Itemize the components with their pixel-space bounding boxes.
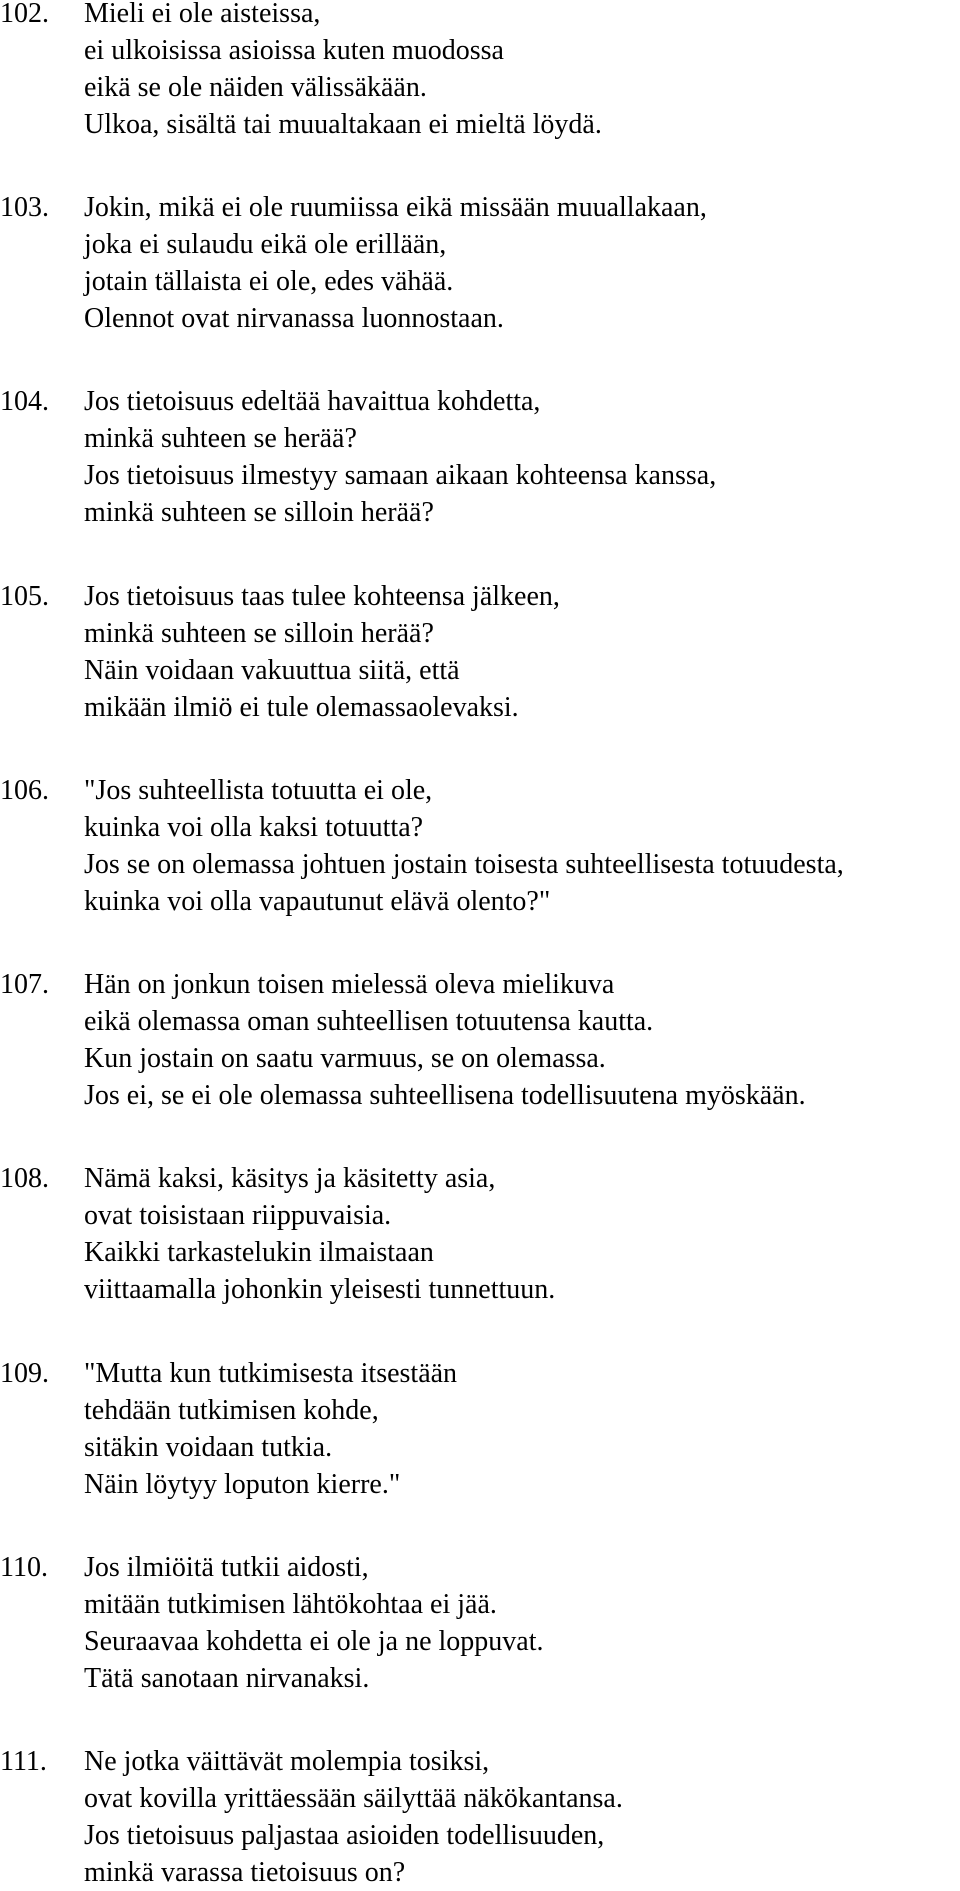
verse-line: Kun jostain on saatu varmuus, se on olemassa. [84, 1043, 606, 1074]
verse-number: 104. [0, 386, 49, 417]
verse-line: kuinka voi olla vapautunut elävä olento?" [84, 886, 551, 917]
verse-line: Jos tietoisuus taas tulee kohteensa jälkeen, [84, 581, 560, 612]
verse-lines [84, 383, 960, 531]
verse-line: mikään ilmiö ei tule olemassaolevaksi. [84, 692, 519, 723]
verse-line: joka ei sulaudu eikä ole erillään, [84, 229, 447, 260]
verse-line: Ne jotka väittävät molempia tosiksi, [84, 1746, 490, 1777]
verse-lines [84, 1743, 960, 1891]
verse-line: ovat toisistaan riippuvaisia. [84, 1200, 392, 1231]
verse-line: minkä suhteen se silloin herää? [84, 497, 434, 528]
verse-line: Näin löytyy loputon kierre." [84, 1469, 401, 1500]
verse-lines [84, 1160, 960, 1308]
verse-number: 109. [0, 1358, 49, 1389]
verse-lines [84, 772, 960, 920]
verse-lines [84, 1549, 960, 1697]
verse-lines [84, 578, 960, 726]
verse-line: eikä olemassa oman suhteellisen totuutensa kautta. [84, 1006, 654, 1037]
verse-line: Ulkoa, sisältä tai muualtakaan ei mieltä löydä. [84, 109, 602, 140]
verse-line: Jos tietoisuus edeltää havaittua kohdetta, [84, 386, 541, 417]
verse-102 [0, 0, 960, 143]
verse-number: 107. [0, 969, 49, 1000]
verse-number: 102. [0, 0, 49, 29]
verse-line: mitään tutkimisen lähtökohtaa ei jää. [84, 1589, 497, 1620]
verse-lines [84, 1355, 960, 1503]
verse-number: 103. [0, 192, 49, 223]
verse-line: Jokin, mikä ei ole ruumiissa eikä missään muuallakaan, [84, 192, 707, 223]
verse-line: ei ulkoisissa asioissa kuten muodossa [84, 35, 504, 66]
verse-number: 106. [0, 775, 49, 806]
verse-line: jotain tällaista ei ole, edes vähää. [84, 266, 454, 297]
verse-line: Jos ei, se ei ole olemassa suhteellisena todellisuutena myöskään. [84, 1080, 806, 1111]
verse-line: Olennot ovat nirvanassa luonnostaan. [84, 303, 504, 334]
verse-line: Kaikki tarkastelukin ilmaistaan [84, 1237, 434, 1268]
verse-107 [0, 966, 960, 1114]
verse-line: ovat kovilla yrittäessään säilyttää näkökantansa. [84, 1783, 623, 1814]
verse-line: Jos tietoisuus ilmestyy samaan aikaan kohteensa kanssa, [84, 460, 717, 491]
verse-line: Jos ilmiöitä tutkii aidosti, [84, 1552, 369, 1583]
verse-103 [0, 189, 960, 337]
verse-number: 108. [0, 1163, 49, 1194]
verse-line: eikä se ole näiden välissäkään. [84, 72, 427, 103]
verse-line: viittaamalla johonkin yleisesti tunnettuun. [84, 1274, 556, 1305]
verse-line: Mieli ei ole aisteissa, [84, 0, 321, 29]
verse-line: Tätä sanotaan nirvanaksi. [84, 1663, 370, 1694]
verse-line: Hän on jonkun toisen mielessä oleva mielikuva [84, 969, 615, 1000]
verse-lines [84, 189, 960, 337]
verse-line: Näin voidaan vakuuttua siitä, että [84, 655, 460, 686]
verse-line: minkä suhteen se herää? [84, 423, 357, 454]
verse-number: 105. [0, 581, 49, 612]
verse-109 [0, 1355, 960, 1503]
verse-line: Nämä kaksi, käsitys ja käsitetty asia, [84, 1163, 496, 1194]
verse-106 [0, 772, 960, 920]
verse-line: "Mutta kun tutkimisesta itsestään [84, 1358, 458, 1389]
verse-line: sitäkin voidaan tutkia. [84, 1432, 333, 1463]
verse-line: tehdään tutkimisen kohde, [84, 1395, 379, 1426]
verse-line: minkä suhteen se silloin herää? [84, 618, 434, 649]
verse-number: 111. [0, 1746, 47, 1777]
verse-number: 110. [0, 1552, 48, 1583]
verse-line: kuinka voi olla kaksi totuutta? [84, 812, 424, 843]
verse-line: Jos tietoisuus paljastaa asioiden todellisuuden, [84, 1820, 605, 1851]
verse-line: Seuraavaa kohdetta ei ole ja ne loppuvat. [84, 1626, 544, 1657]
verse-lines [84, 0, 960, 143]
verse-line: Jos se on olemassa johtuen jostain toisesta suhteellisesta totuudesta, [84, 849, 844, 880]
verse-110 [0, 1549, 960, 1697]
verse-108 [0, 1160, 960, 1308]
verse-line: minkä varassa tietoisuus on? [84, 1857, 406, 1888]
verse-111 [0, 1743, 960, 1891]
verse-line: "Jos suhteellista totuutta ei ole, [84, 775, 433, 806]
verse-104 [0, 383, 960, 531]
verse-lines [84, 966, 960, 1114]
verse-105 [0, 578, 960, 726]
